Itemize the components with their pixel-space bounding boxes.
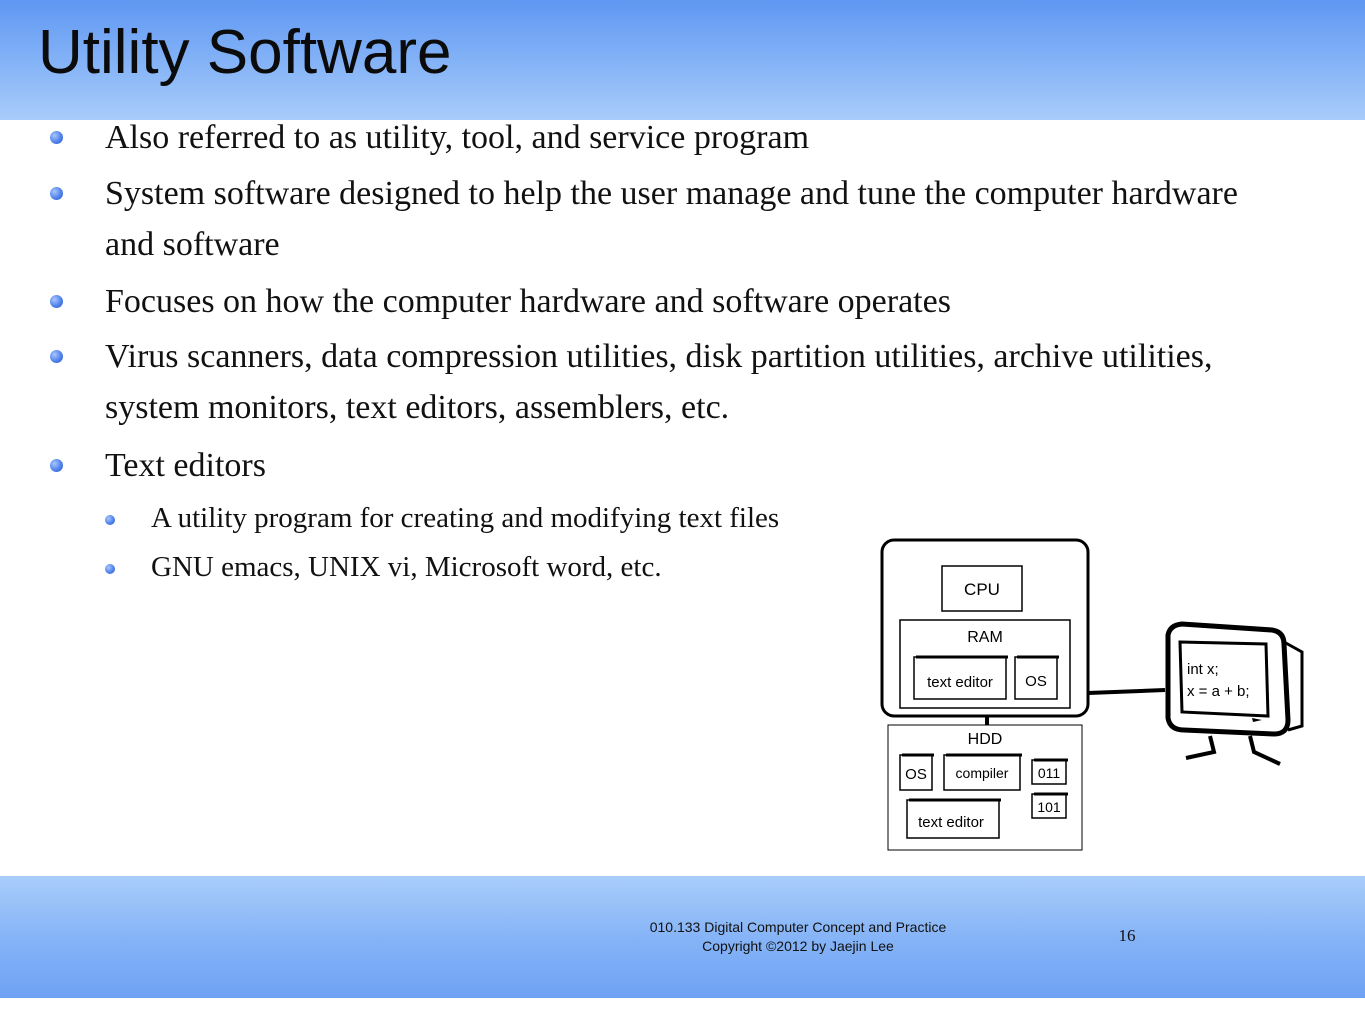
- slide-title: Utility Software: [38, 18, 452, 87]
- bullet-item: [105, 168, 1245, 270]
- footer-copyright: Copyright ©2012 by Jaejin Lee: [702, 938, 894, 954]
- sub-bullet-dot-icon: [105, 564, 115, 574]
- monitor-stand: [1186, 736, 1280, 764]
- bullet-item: [105, 276, 1245, 327]
- bullet-text: Virus scanners, data compression utilities, disk partition utilities, archive utilities, system monitors, text editors, assemblers, etc.: [105, 338, 1213, 426]
- monitor-cable: [1088, 690, 1165, 693]
- sub-bullet-text: GNU emacs, UNIX vi, Microsoft word, etc.: [151, 551, 662, 583]
- hdd-item-label: compiler: [955, 765, 1009, 781]
- footer-course: 010.133 Digital Computer Concept and Practice: [649, 919, 947, 935]
- ram-label: RAM: [967, 629, 1003, 646]
- ram-item-label: text editor: [927, 674, 993, 691]
- bullet-dot-icon: [50, 131, 63, 144]
- monitor-code-line: x = a + b;: [1187, 683, 1250, 700]
- sub-bullet-text: A utility program for creating and modifying text files: [151, 502, 780, 534]
- bullet-dot-icon: [50, 295, 63, 308]
- bullet-dot-icon: [50, 459, 63, 472]
- bullet-item: [105, 112, 1245, 163]
- bullet-text: Focuses on how the computer hardware and software operates: [105, 283, 951, 320]
- bullet-dot-icon: [50, 187, 63, 200]
- hdd-label: HDD: [967, 731, 1003, 748]
- hdd-item-label: 011: [1037, 765, 1061, 781]
- bullet-dot-icon: [50, 350, 63, 363]
- footer-text: [598, 918, 998, 956]
- bullet-item: [105, 331, 1245, 433]
- monitor-screen: [1180, 642, 1268, 716]
- hdd-item-label: 101: [1037, 799, 1061, 815]
- bullet-text: Also referred to as utility, tool, and service program: [105, 119, 810, 156]
- bullet-text: System software designed to help the user manage and tune the computer hardware and software: [105, 175, 1238, 263]
- hdd-item-label: text editor: [918, 814, 984, 831]
- ram-item-label: OS: [1025, 673, 1047, 690]
- bullet-text: Text editors: [105, 447, 266, 484]
- monitor-code-line: int x;: [1187, 661, 1219, 678]
- page-number: 16: [1118, 926, 1136, 945]
- cpu-label: CPU: [964, 580, 1000, 599]
- computer-diagram: [870, 530, 1320, 860]
- sub-bullet-dot-icon: [105, 515, 115, 525]
- hdd-item-label: OS: [905, 766, 927, 783]
- bullet-item: [105, 440, 1245, 491]
